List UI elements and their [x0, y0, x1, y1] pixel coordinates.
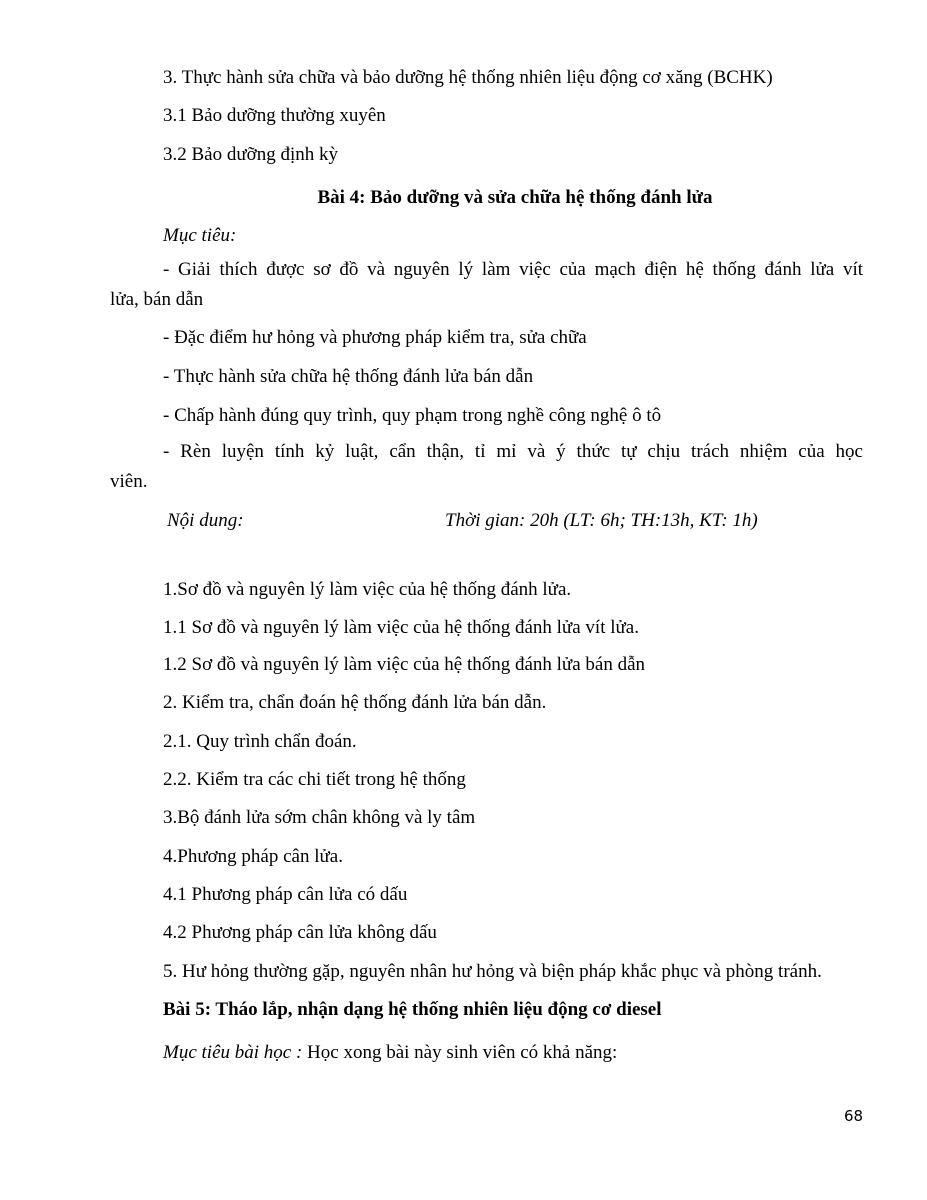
content-item: 4.1 Phương pháp cân lửa có dấu: [163, 884, 408, 905]
content-item: 2.1. Quy trình chẩn đoán.: [163, 731, 357, 752]
objectives-label: Mục tiêu bài học :: [163, 1042, 303, 1063]
section-item: 3.2 Bảo dưỡng định kỳ: [163, 144, 338, 165]
section-heading: 3. Thực hành sửa chữa và bảo dưỡng hệ thống nhiên liệu động cơ xăng (BCHK): [163, 67, 773, 88]
lesson-title: Bài 4: Bảo dưỡng và sửa chữa hệ thống đánh lửa: [317, 187, 713, 208]
objective-item-continued: lửa, bán dẫn: [110, 289, 204, 310]
objective-item: - Chấp hành đúng quy trình, quy phạm trong nghề công nghệ ô tô: [163, 405, 662, 426]
content-item: 1.1 Sơ đồ và nguyên lý làm việc của hệ thống đánh lửa vít lửa.: [163, 617, 639, 638]
objective-item: - Đặc điểm hư hỏng và phương pháp kiểm tra, sửa chữa: [163, 327, 587, 348]
section-item: 3.1 Bảo dưỡng thường xuyên: [163, 105, 386, 126]
content-item: 5. Hư hỏng thường gặp, nguyên nhân hư hỏng và biện pháp khắc phục và phòng tránh.: [163, 961, 822, 982]
content-item: 4.Phương pháp cân lửa.: [163, 846, 343, 867]
content-item: 3.Bộ đánh lửa sớm chân không và ly tâm: [163, 807, 476, 828]
objective-item: - Giải thích được sơ đồ và nguyên lý làm việc của mạch điện hệ thống đánh lửa vít: [163, 259, 863, 280]
objective-item: - Thực hành sửa chữa hệ thống đánh lửa bán dẫn: [163, 366, 534, 387]
page-number: 68: [844, 1107, 864, 1125]
objective-item-continued: viên.: [110, 471, 148, 492]
objective-item: - Rèn luyện tính kỷ luật, cẩn thận, tỉ mỉ và ý thức tự chịu trách nhiệm của học: [163, 441, 863, 462]
lesson-title: Bài 5: Tháo lắp, nhận dạng hệ thống nhiên liệu động cơ diesel: [163, 999, 662, 1020]
lesson-objectives: [163, 1041, 617, 1065]
content-item: 1.Sơ đồ và nguyên lý làm việc của hệ thống đánh lửa.: [163, 579, 572, 600]
content-item: 4.2 Phương pháp cân lửa không dấu: [163, 922, 437, 943]
content-item: 1.2 Sơ đồ và nguyên lý làm việc của hệ thống đánh lửa bán dẫn: [163, 654, 646, 675]
objectives-text: Học xong bài này sinh viên có khả năng:: [302, 1042, 618, 1063]
content-item: 2.2. Kiểm tra các chi tiết trong hệ thống: [163, 769, 466, 790]
time-allocation: Thời gian: 20h (LT: 6h; TH:13h, KT: 1h): [445, 510, 758, 531]
content-item: 2. Kiểm tra, chẩn đoán hệ thống đánh lửa bán dẫn.: [163, 692, 547, 713]
objectives-label: Mục tiêu:: [163, 225, 237, 246]
content-label: Nội dung:: [167, 510, 244, 531]
